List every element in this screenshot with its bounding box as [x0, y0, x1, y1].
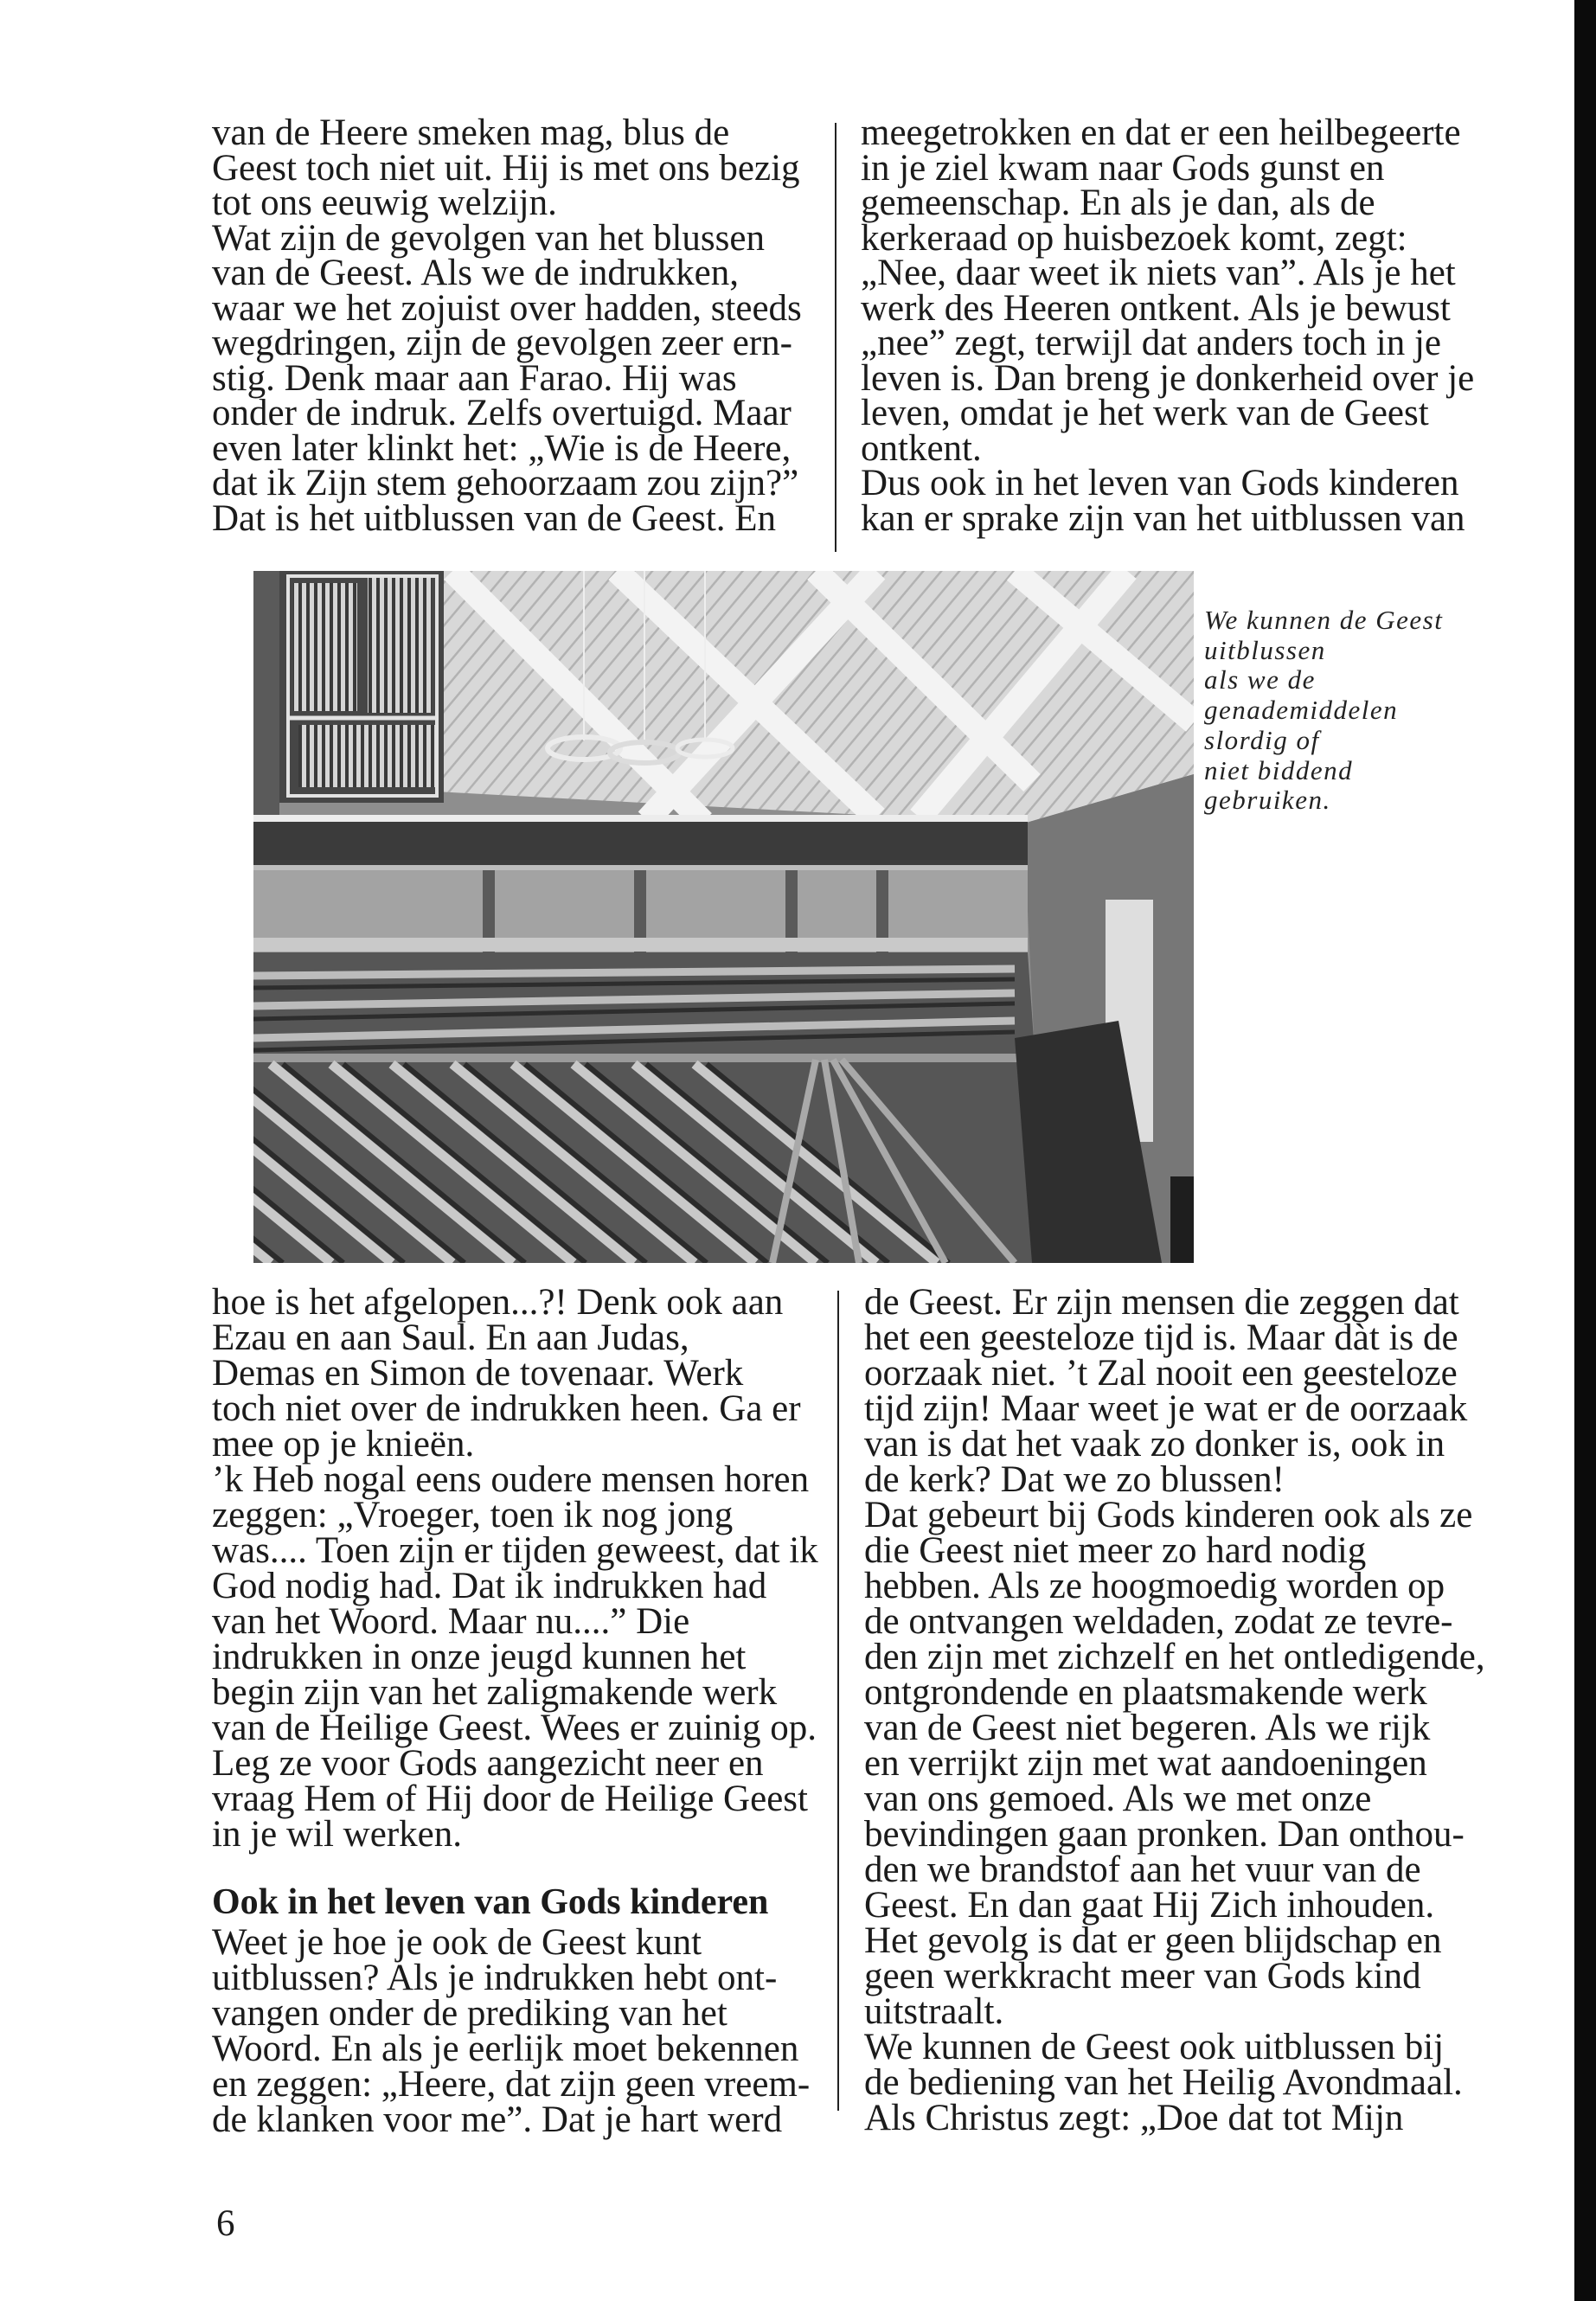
text-line: Als Christus zegt: „Doe dat tot Mijn: [864, 2098, 1404, 2138]
page-number: 6: [216, 2203, 235, 2244]
text-line: de ontvangen weldaden, zodat ze tevre-: [864, 1601, 1453, 1642]
text-line: de klanken voor me”. Dat je hart werd: [212, 2099, 783, 2140]
text-line: het een geesteloze tijd is. Maar dàt is de: [864, 1317, 1458, 1358]
text-line: tot ons eeuwig welzijn.: [212, 183, 557, 223]
text-line: Het gevolg is dat er geen blijdschap en: [864, 1920, 1442, 1961]
text-line: den zijn met zichzelf en het ontledigende,: [864, 1637, 1485, 1677]
text-line: Geest. En dan gaat Hij Zich inhouden.: [864, 1885, 1435, 1926]
text-line: in je ziel kwam naar Gods gunst en: [861, 147, 1385, 189]
text-line: Ezau en aan Saul. En aan Judas,: [212, 1317, 689, 1358]
text-line: We kunnen de Geest ook uitblussen bij: [864, 2027, 1445, 2067]
text-line: hebben. Als ze hoogmoedig worden op: [864, 1566, 1445, 1606]
text-line: Demas en Simon de tovenaar. Werk: [212, 1353, 744, 1394]
caption-line: gebruiken.: [1204, 785, 1331, 816]
text-line: Dat is het uitblussen van de Geest. En: [212, 497, 777, 539]
text-line: kerkeraad op huisbezoek komt, zegt:: [861, 217, 1407, 259]
text-line: was.... Toen zijn er tijden geweest, dat ik: [212, 1530, 818, 1571]
text-line: van de Geest niet begeren. Als we rijk: [864, 1708, 1431, 1748]
text-line: ontgrondende en plaatsmakende werk: [864, 1672, 1427, 1713]
text-line: gemeenschap. En als je dan, als de: [861, 183, 1375, 223]
text-line: Wat zijn de gevolgen van het blussen: [212, 217, 765, 259]
photo-caption: [1204, 606, 1443, 816]
article-column-top-left: [212, 112, 802, 539]
caption-line: genademiddelen: [1204, 695, 1399, 726]
text-line: onder de indruk. Zelfs overtuigd. Maar: [212, 393, 792, 433]
text-line: wegdringen, zijn de gevolgen zeer ern-: [212, 323, 792, 363]
church-interior-photo: [253, 571, 1194, 1263]
text-line: ’k Heb nogal eens oudere mensen horen: [212, 1459, 810, 1500]
text-line: God nodig had. Dat ik indrukken had: [212, 1566, 767, 1606]
text-line: dat ik Zijn stem gehoorzaam zou zijn?”: [212, 463, 799, 503]
text-line: die Geest niet meer zo hard nodig: [864, 1530, 1367, 1571]
text-line: den we brandstof aan het vuur van de: [864, 1849, 1421, 1890]
paragraph-block: [212, 1922, 818, 2140]
text-line: zeggen: „Vroeger, toen ik nog jong: [212, 1495, 734, 1535]
text-line: even later klinkt het: „Wie is de Heere,: [212, 427, 792, 469]
text-line: vraag Hem of Hij door de Heilige Geest: [212, 1779, 808, 1819]
caption-line: niet biddend: [1204, 754, 1354, 785]
text-line: werk des Heeren ontkent. Als je bewust: [861, 287, 1451, 329]
text-line: Geest toch niet uit. Hij is met ons bezig: [212, 147, 800, 189]
text-line: van de Heere smeken mag, blus de: [212, 112, 730, 153]
text-line: in je wil werken.: [212, 1814, 462, 1855]
text-line: mee op je knieën.: [212, 1424, 475, 1465]
text-line: kan er sprake zijn van het uitblussen van: [861, 497, 1465, 539]
article-column-bottom-left: [212, 1282, 818, 2140]
text-line: „nee” zegt, terwijl dat anders toch in je: [861, 323, 1441, 363]
article-column-top-right: [861, 112, 1475, 539]
text-line: ontkent.: [861, 427, 982, 469]
text-line: toch niet over de indrukken heen. Ga er: [212, 1388, 801, 1429]
text-line: de Geest. Er zijn mensen die zeggen dat: [864, 1282, 1459, 1323]
text-line: bevindingen gaan pronken. Dan onthou-: [864, 1814, 1465, 1855]
text-line: en verrijkt zijn met wat aandoeningen: [864, 1743, 1427, 1784]
text-line: uitstraalt.: [864, 1991, 1004, 2032]
text-line: van is dat het vaak zo donker is, ook in: [864, 1424, 1445, 1465]
text-line: en zeggen: „Heere, dat zijn geen vreem-: [212, 2064, 811, 2105]
caption-line: als we de: [1204, 664, 1316, 695]
text-line: indrukken in onze jeugd kunnen het: [212, 1637, 747, 1677]
text-line: Leg ze voor Gods aangezicht neer en: [212, 1743, 764, 1784]
text-line: meegetrokken en dat er een heilbegeerte: [861, 112, 1461, 153]
text-line: van de Heilige Geest. Wees er zuinig op.: [212, 1708, 817, 1748]
text-line: van ons gemoed. Als we met onze: [864, 1779, 1372, 1819]
section-heading: Ook in het leven van Gods kinderen: [212, 1882, 769, 1922]
text-line: Dat gebeurt bij Gods kinderen ook als ze: [864, 1495, 1473, 1535]
paragraph-block: [212, 1282, 818, 1855]
text-line: begin zijn van het zaligmakende werk: [212, 1672, 778, 1713]
text-line: Weet je hoe je ook de Geest kunt: [212, 1922, 702, 1963]
text-line: „Nee, daar weet ik niets van”. Als je het: [861, 253, 1456, 293]
text-line: Woord. En als je eerlijk moet bekennen: [212, 2029, 799, 2069]
text-line: Dus ook in het leven van Gods kinderen: [861, 463, 1459, 503]
text-line: oorzaak niet. ’t Zal nooit een geesteloze: [864, 1353, 1458, 1394]
scan-edge-bar: [1574, 0, 1596, 2301]
text-line: hoe is het afgelopen...?! Denk ook aan: [212, 1282, 784, 1323]
text-line: van de Geest. Als we de indrukken,: [212, 253, 740, 293]
organ: [253, 571, 444, 822]
caption-line: uitblussen: [1204, 634, 1326, 665]
text-line: uitblussen? Als je indrukken hebt ont-: [212, 1958, 778, 1998]
column-divider: [837, 1291, 839, 2111]
article-column-bottom-right: [864, 1282, 1485, 2138]
balcony: [253, 815, 1028, 953]
text-line: van het Woord. Maar nu....” Die: [212, 1601, 690, 1642]
caption-line: We kunnen de Geest: [1204, 605, 1444, 635]
column-divider: [835, 123, 836, 552]
text-line: stig. Denk maar aan Farao. Hij was: [212, 357, 737, 399]
text-line: vangen onder de prediking van het: [212, 1993, 727, 2034]
text-line: waar we het zojuist over hadden, steeds: [212, 287, 802, 329]
text-line: geen werkkracht meer van Gods kind: [864, 1956, 1421, 1997]
text-line: tijd zijn! Maar weet je wat er de oorzaak: [864, 1388, 1468, 1429]
text-line: leven is. Dan breng je donkerheid over je: [861, 357, 1475, 399]
text-line: de bediening van het Heilig Avondmaal.: [864, 2062, 1463, 2103]
text-line: leven, omdat je het werk van de Geest: [861, 393, 1429, 433]
pews: [253, 952, 1049, 1263]
caption-line: slordig of: [1204, 724, 1320, 755]
text-line: de kerk? Dat we zo blussen!: [864, 1459, 1285, 1500]
